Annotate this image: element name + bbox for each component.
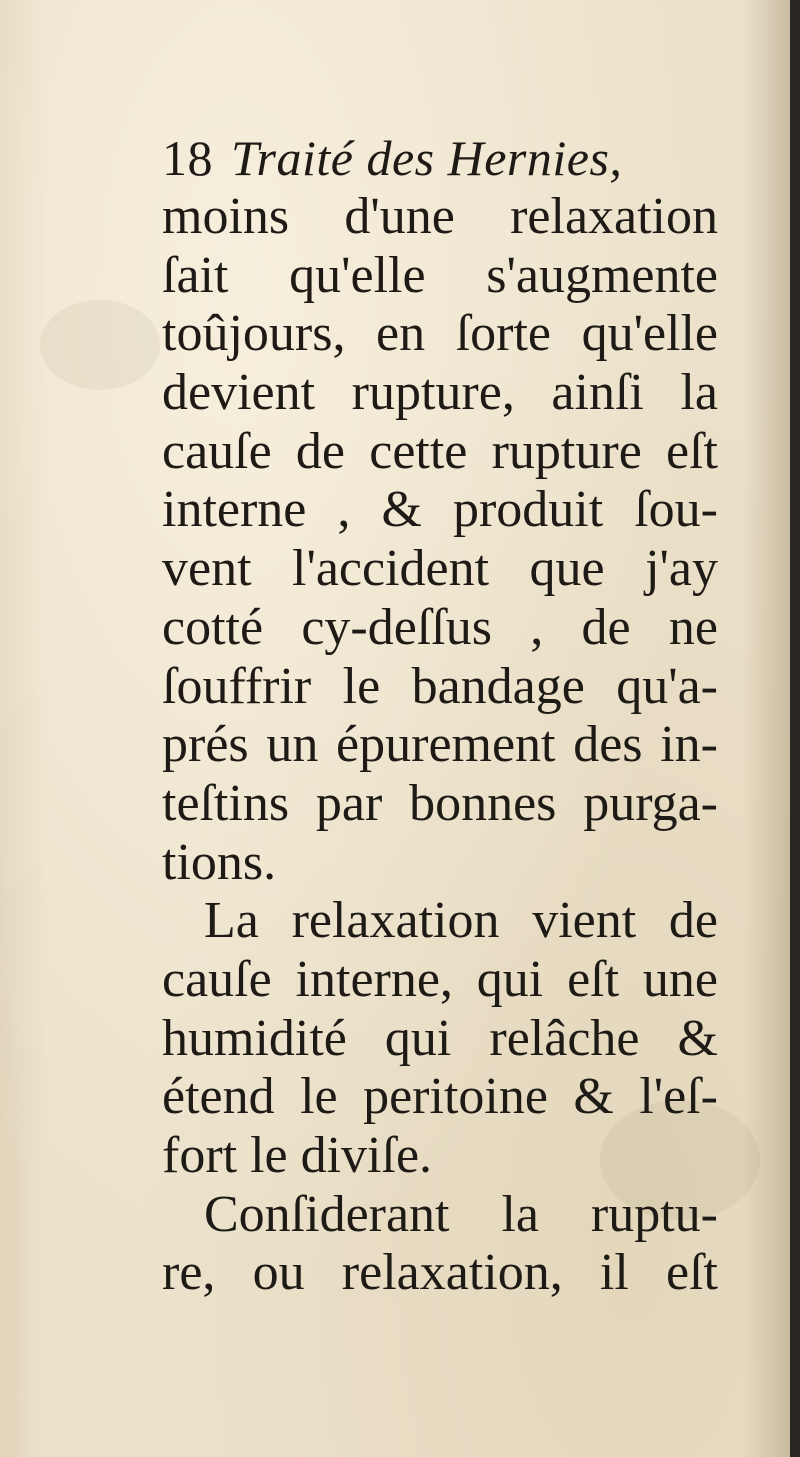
running-title: Traité des Hernies,	[231, 130, 623, 186]
text-line: ſouffrir le bandage qu'a-	[162, 657, 718, 715]
running-head	[162, 128, 718, 188]
text-line: interne , & produit ſou-	[162, 481, 718, 539]
paper-stain	[40, 300, 160, 390]
text-line: tions.	[162, 833, 277, 891]
text-line: devient rupture, ainſi la	[162, 364, 718, 422]
text-line: prés un épurement des in-	[162, 716, 718, 774]
text-line: étend le peritoine & l'eſ-	[162, 1068, 718, 1126]
page-text	[162, 128, 718, 1303]
text-line: cotté cy-deſſus , de ne	[162, 598, 718, 656]
text-line: vent l'accident que j'ay	[162, 540, 718, 598]
text-line: teſtins par bonnes purga-	[162, 774, 718, 832]
text-line: cauſe de cette rupture eſt	[162, 422, 718, 480]
paragraph-start-line: La relaxation vient de	[204, 892, 718, 950]
text-line: fort le diviſe.	[162, 1127, 433, 1184]
text-line: cauſe interne, qui eſt une	[162, 950, 718, 1008]
page-number: 18	[162, 130, 213, 186]
text-line: ſait qu'elle s'augmente	[162, 246, 718, 304]
text-line: moins d'une relaxation	[162, 188, 718, 245]
text-line: humidité qui relâche &	[162, 1009, 718, 1067]
paragraph-start-line: Conſiderant la ruptu-	[204, 1185, 718, 1243]
text-line: toûjours, en ſorte qu'elle	[162, 305, 718, 363]
text-line: re, ou relaxation, il eſt	[162, 1244, 718, 1302]
